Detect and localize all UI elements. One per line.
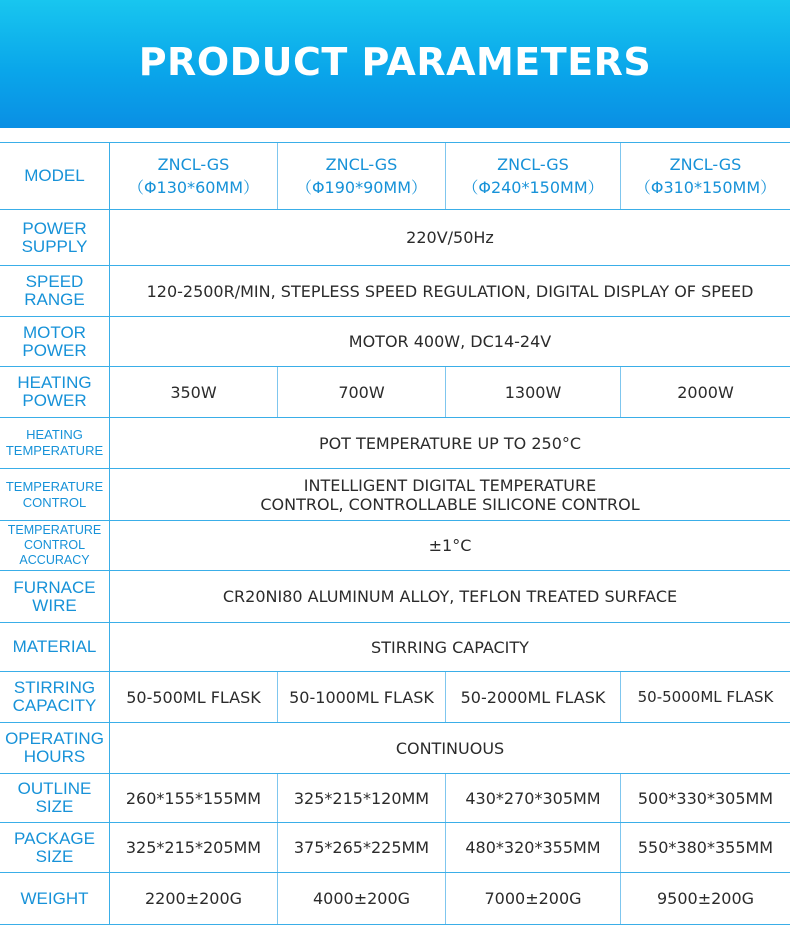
row-label-stirring-capacity: STIRRING CAPACITY <box>0 672 110 722</box>
row-label-heating-power: HEATING POWER <box>0 367 110 417</box>
row-speed-range <box>0 266 790 317</box>
row-label-outline-size: OUTLINE SIZE <box>0 774 110 822</box>
row-label-weight: WEIGHT <box>0 873 110 924</box>
row-label-furnace-wire: FURNACE WIRE <box>0 571 110 622</box>
row-weight <box>0 873 790 925</box>
row-label-power-supply: POWER SUPPLY <box>0 210 110 265</box>
furnace-wire-value: CR20NI80 ALUMINUM ALLOY, TEFLON TREATED SURFACE <box>222 587 678 606</box>
package-size-value: 480*320*355MM <box>446 823 621 872</box>
stirring-capacity-value: 50-500ML FLASK <box>110 672 278 722</box>
model-cell <box>446 143 621 209</box>
model-cell <box>621 143 790 209</box>
package-size-value: 550*380*355MM <box>637 838 774 857</box>
model-name: ZNCL-GS <box>325 155 398 174</box>
weight-value: 4000±200G <box>278 873 446 924</box>
heating-power-value: 1300W <box>446 367 621 417</box>
stirring-capacity-value: 50-5000ML FLASK <box>637 687 774 706</box>
weight-value: 7000±200G <box>446 873 621 924</box>
row-heating-temperature <box>0 418 790 469</box>
weight-value: 2200±200G <box>110 873 278 924</box>
heating-power-value: 700W <box>278 367 446 417</box>
outline-size-value: 325*215*120MM <box>278 774 446 822</box>
row-label-heating-temperature: HEATING TEMPERATURE <box>0 418 110 468</box>
row-label-temperature-accuracy: TEMPERATURE CONTROL ACCURACY <box>0 521 110 570</box>
power-supply-value: 220V/50Hz <box>406 228 494 247</box>
row-motor-power <box>0 317 790 367</box>
spec-table <box>0 142 790 925</box>
row-heating-power <box>0 367 790 418</box>
heating-power-value: 350W <box>110 367 278 417</box>
row-label-temperature-control: TEMPERATURE CONTROL <box>0 469 110 520</box>
weight-value: 9500±200G <box>656 889 755 908</box>
header-banner <box>0 0 790 128</box>
row-temperature-accuracy <box>0 521 790 571</box>
row-operating-hours <box>0 723 790 774</box>
row-temperature-control <box>0 469 790 521</box>
stirring-capacity-value: 50-2000ML FLASK <box>446 672 621 722</box>
row-model <box>0 142 790 210</box>
package-size-value: 375*265*225MM <box>278 823 446 872</box>
motor-power-value: MOTOR 400W, DC14-24V <box>348 332 552 351</box>
operating-hours-value: CONTINUOUS <box>395 738 505 758</box>
row-power-supply <box>0 210 790 266</box>
outline-size-value: 430*270*305MM <box>446 774 621 822</box>
model-cell <box>278 143 446 209</box>
stirring-capacity-value: 50-1000ML FLASK <box>278 672 446 722</box>
speed-range-value: 120-2500R/MIN, STEPLESS SPEED REGULATION, DIGITAL DISPLAY OF SPEED <box>146 281 754 301</box>
row-material <box>0 623 790 672</box>
package-size-value: 325*215*205MM <box>110 823 278 872</box>
model-size: （Φ130*60MM） <box>127 178 260 197</box>
outline-size-value: 260*155*155MM <box>110 774 278 822</box>
model-name: ZNCL-GS <box>157 155 230 174</box>
row-label-package-size: PACKAGE SIZE <box>0 823 110 872</box>
row-package-size <box>0 823 790 873</box>
outline-size-value: 500*330*305MM <box>637 788 774 808</box>
page-title: PRODUCT PARAMETERS <box>138 40 652 84</box>
model-size: （Φ240*150MM） <box>462 178 604 197</box>
row-label-model: MODEL <box>0 143 110 209</box>
temperature-accuracy-value: ±1°C <box>428 536 472 555</box>
model-size: （Φ190*90MM） <box>295 178 428 197</box>
model-name: ZNCL-GS <box>497 155 569 174</box>
model-cell <box>110 143 278 209</box>
model-size: （Φ310*150MM） <box>634 178 777 197</box>
row-label-speed-range: SPEED RANGE <box>0 266 110 316</box>
model-name: ZNCL-GS <box>669 155 742 174</box>
row-stirring-capacity <box>0 672 790 723</box>
material-value: STIRRING CAPACITY <box>371 637 529 657</box>
row-outline-size <box>0 774 790 823</box>
row-label-motor-power: MOTOR POWER <box>0 317 110 366</box>
heating-temperature-value: POT TEMPERATURE UP TO 250°C <box>318 433 582 453</box>
row-label-material: MATERIAL <box>0 623 110 671</box>
temperature-control-value: INTELLIGENT DIGITAL TEMPERATURE CONTROL, CONTROLLABLE SILICONE CONTROL <box>260 475 640 514</box>
heating-power-value: 2000W <box>677 382 734 402</box>
row-label-operating-hours: OPERATING HOURS <box>0 723 110 773</box>
row-furnace-wire <box>0 571 790 623</box>
